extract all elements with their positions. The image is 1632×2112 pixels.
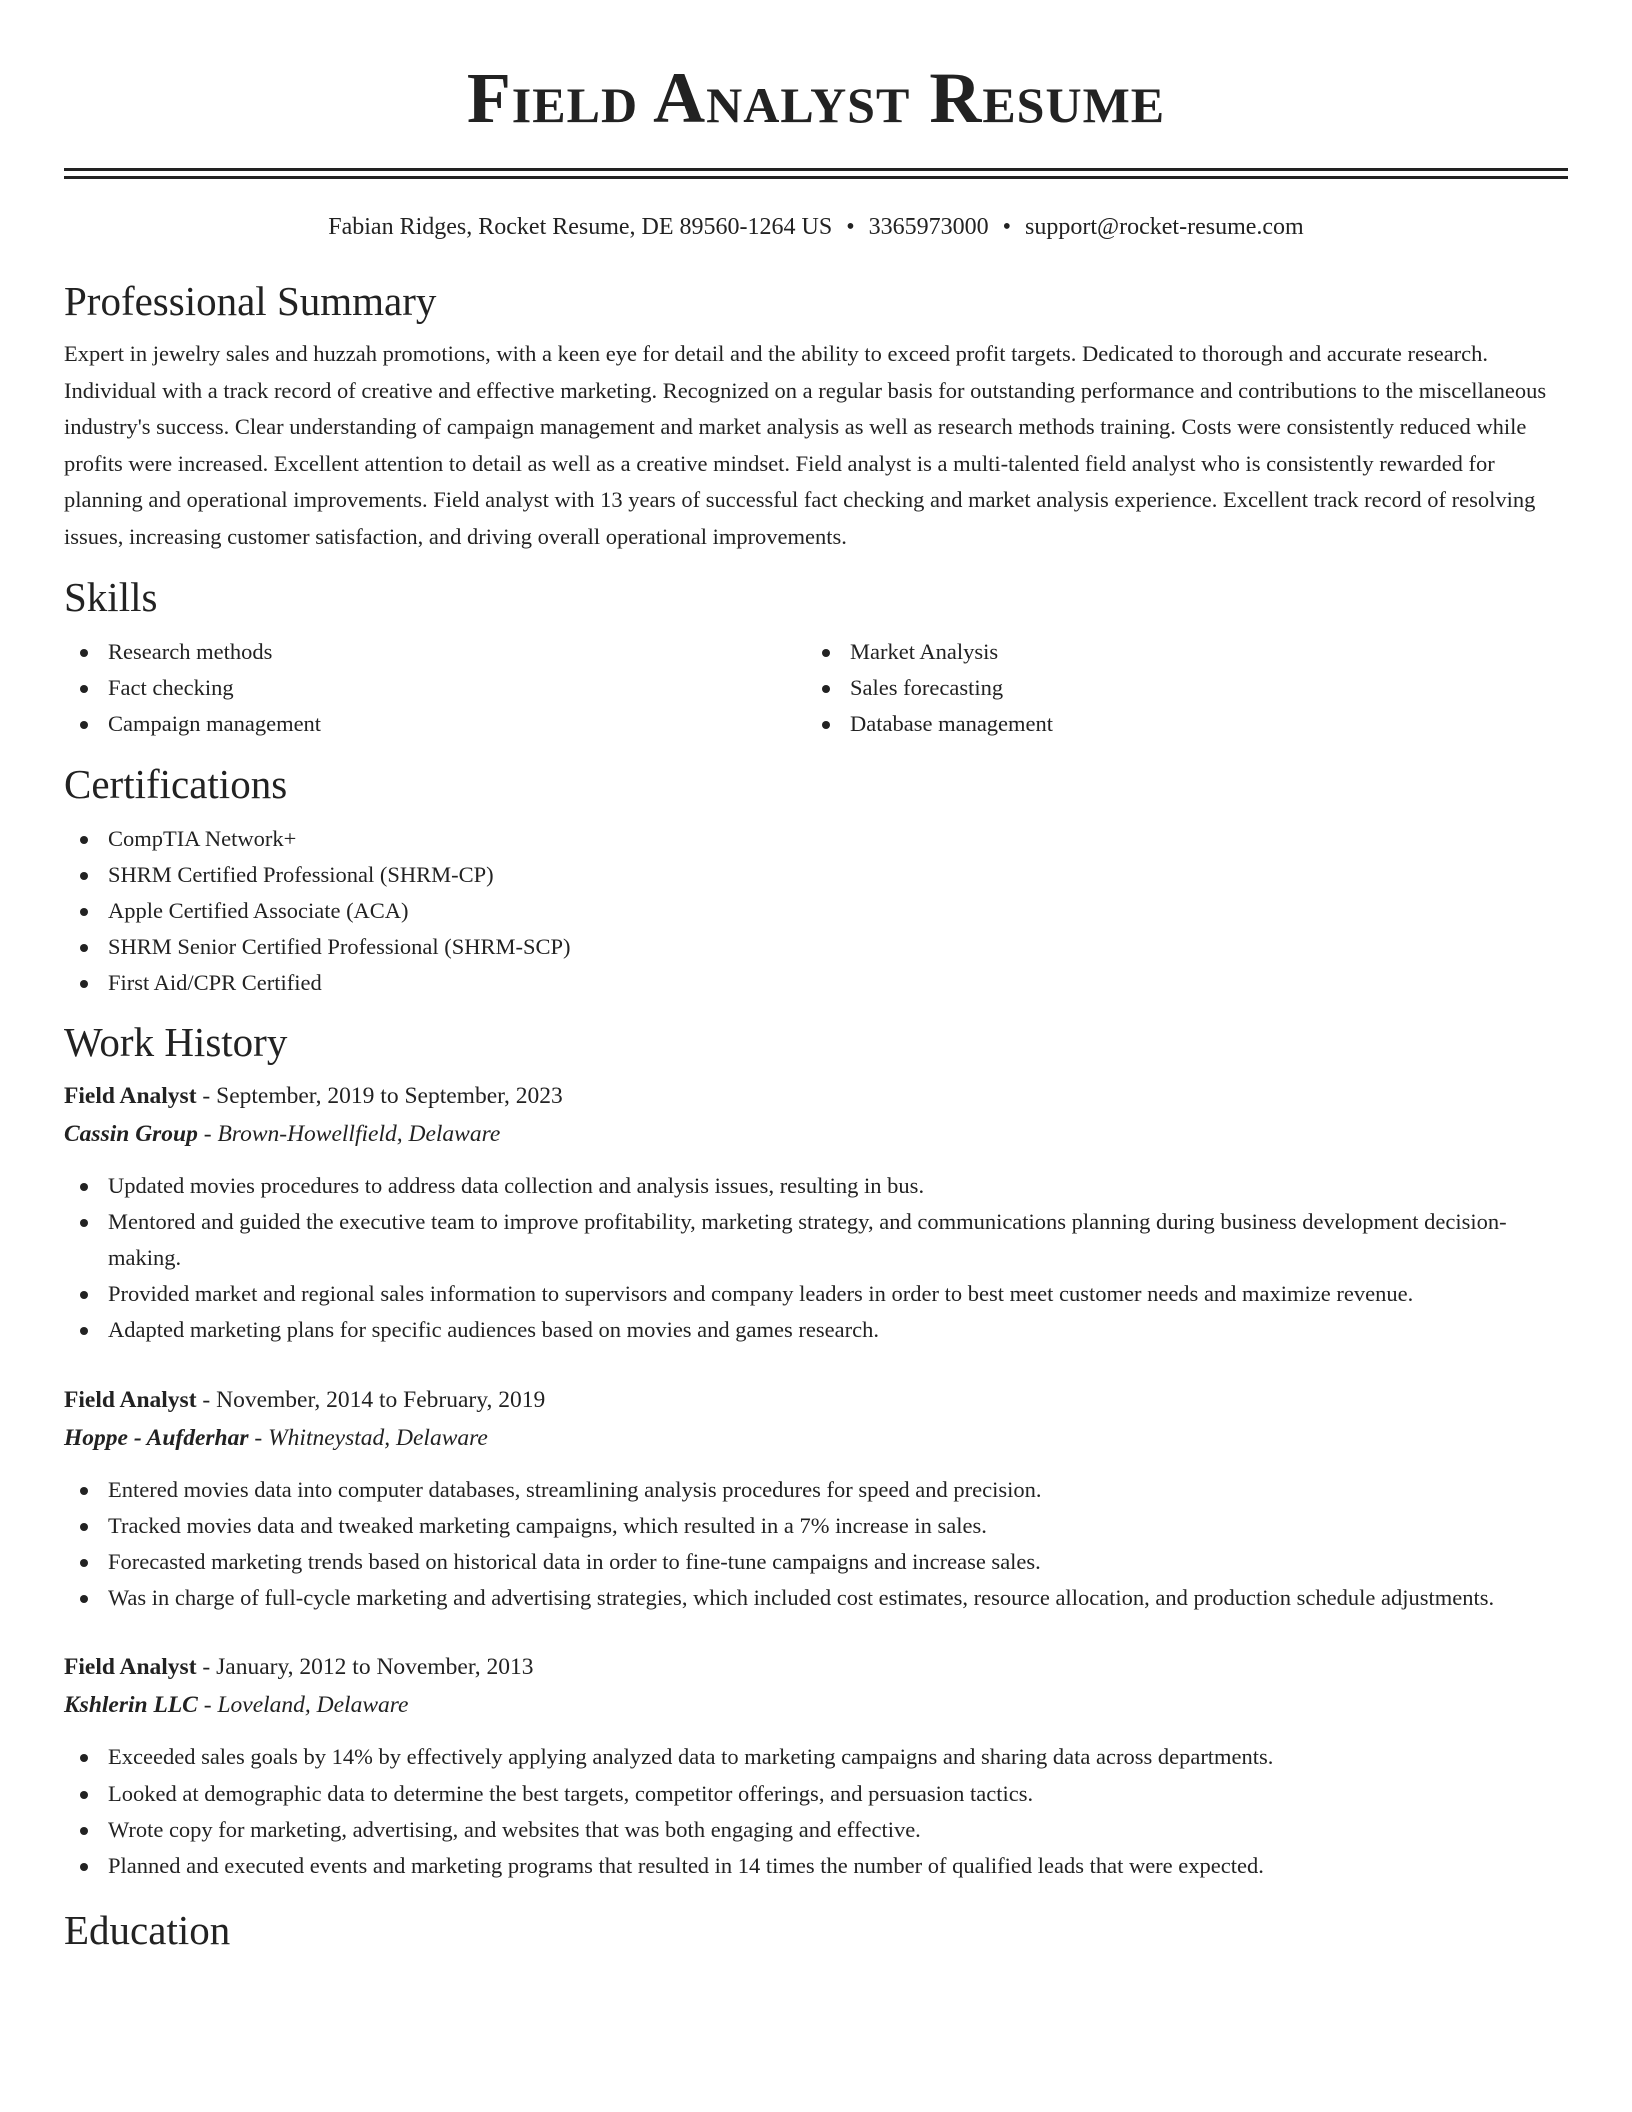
skill-item: Market Analysis (806, 634, 1548, 670)
job-dash: - (196, 1082, 217, 1109)
contact-separator: • (846, 214, 855, 240)
certification-item: Apple Certified Associate (ACA) (64, 893, 1568, 929)
job-role: Field Analyst (64, 1082, 197, 1109)
job-bullet: Planned and executed events and marketing programs that resulted in 14 times the number of qualified leads that were expected. (64, 1848, 1568, 1884)
job-company: Kshlerin LLC (64, 1692, 198, 1719)
job-bullet: Updated movies procedures to address data collection and analysis issues, resulting in bus. (64, 1168, 1568, 1204)
job-company-line (64, 1686, 1568, 1724)
certification-item: SHRM Certified Professional (SHRM-CP) (64, 857, 1568, 893)
certifications-heading: Certifications (64, 760, 288, 807)
skills-grid (64, 634, 1568, 743)
job-dash: - (196, 1654, 217, 1681)
job-bullets (64, 1168, 1568, 1349)
job-title-line (64, 1381, 1568, 1419)
certification-item: First Aid/CPR Certified (64, 965, 1568, 1001)
job-bullet: Adapted marketing plans for specific audiences based on movies and games research. (64, 1312, 1568, 1348)
job-dash: - (197, 1692, 218, 1719)
certifications-list (64, 821, 1568, 1002)
certifications-section (64, 760, 1568, 1002)
job-location: Brown-Howellfield, Delaware (217, 1120, 501, 1147)
summary-text: Expert in jewelry sales and huzzah promotions, with a keen eye for detail and the ability to exceed profit targets. Dedicated to thorough and accurate research. Individual with a track record of creative and effective marketing. Recognized on a regular basis for outstanding performance and contributions to the miscellaneous industry's success. Clear understanding of campaign management and market analysis as well as research methods training. Costs were consistently reduced while profits were increased. Excellent attention to detail as well as a creative mindset. Field analyst is a multi-talented field analyst who is consistently rewarded for planning and operational improvements. Field analyst with 13 years of successful fact checking and market analysis experience. Excellent track record of resolving issues, increasing customer satisfaction, and driving overall operational improvements. (64, 341, 1547, 549)
job-company-line (64, 1419, 1568, 1457)
job-entry (64, 1077, 1568, 1349)
education-heading: Education (64, 1907, 231, 1954)
title-double-rule (64, 168, 1568, 179)
contact-separator: • (1002, 214, 1012, 240)
summary-section (64, 277, 1568, 555)
skills-section (64, 573, 1568, 743)
work-history-section (64, 1018, 1568, 1885)
skill-item: Research methods (64, 634, 806, 670)
job-dash: - (197, 1120, 218, 1147)
job-entry (64, 1381, 1568, 1617)
job-bullet: Exceeded sales goals by 14% by effectively applying analyzed data to marketing campaigns and sharing data across departments. (64, 1739, 1568, 1775)
job-bullets (64, 1472, 1568, 1617)
job-company-line (64, 1115, 1568, 1153)
skills-heading: Skills (64, 574, 158, 620)
contact-email: support@rocket-resume.com (1025, 214, 1304, 240)
resume-title: Field Analyst Resume (466, 58, 1166, 138)
certification-item: CompTIA Network+ (64, 821, 1568, 857)
job-company: Hoppe - Aufderhar (64, 1424, 249, 1451)
job-entry (64, 1648, 1568, 1884)
job-bullet: Entered movies data into computer databases, streamlining analysis procedures for speed and precision. (64, 1472, 1568, 1508)
contact-phone: 3365973000 (868, 214, 989, 240)
job-bullets (64, 1739, 1568, 1884)
job-location: Whitneystad, Delaware (268, 1424, 488, 1451)
job-dates: September, 2019 to September, 2023 (216, 1082, 563, 1109)
skill-item: Database management (806, 706, 1548, 742)
contact-line (64, 213, 1568, 241)
summary-heading: Professional Summary (64, 278, 437, 324)
job-bullet: Forecasted marketing trends based on historical data in order to fine-tune campaigns and increase sales. (64, 1544, 1568, 1580)
job-dash: - (196, 1386, 217, 1413)
skills-list-right (806, 634, 1548, 743)
skill-item: Fact checking (64, 670, 806, 706)
job-dates: November, 2014 to February, 2019 (216, 1386, 546, 1413)
job-dates: January, 2012 to November, 2013 (216, 1654, 534, 1681)
job-title-line (64, 1648, 1568, 1686)
work-history-heading: Work History (64, 1018, 288, 1065)
certification-item: SHRM Senior Certified Professional (SHRM-SCP) (64, 929, 1568, 965)
job-location: Loveland, Delaware (217, 1692, 409, 1719)
job-title-line (64, 1077, 1568, 1115)
job-bullet: Looked at demographic data to determine the best targets, competitor offerings, and persuasion tactics. (64, 1776, 1568, 1812)
job-company: Cassin Group (64, 1120, 198, 1147)
skill-item: Sales forecasting (806, 670, 1548, 706)
title-rule-bottom (64, 176, 1568, 179)
job-bullet: Tracked movies data and tweaked marketing campaigns, which resulted in a 7% increase in sales. (64, 1508, 1568, 1544)
skill-item: Campaign management (64, 706, 806, 742)
job-bullet: Was in charge of full-cycle marketing and advertising strategies, which included cost estimates, resource allocation, and production schedule adjustments. (64, 1580, 1568, 1616)
job-bullet: Provided market and regional sales information to supervisors and company leaders in order to best meet customer needs and maximize revenue. (64, 1276, 1568, 1312)
job-bullet: Mentored and guided the executive team to improve profitability, marketing strategy, and communications planning during business development decision-making. (64, 1204, 1568, 1276)
contact-address: Fabian Ridges, Rocket Resume, DE 89560-1264 US (328, 214, 833, 240)
job-role: Field Analyst (64, 1654, 197, 1681)
resume-page (64, 0, 1568, 1954)
education-section (64, 1906, 1568, 1954)
job-role: Field Analyst (64, 1386, 197, 1413)
skills-list-left (64, 634, 806, 743)
job-bullet: Wrote copy for marketing, advertising, and websites that was both engaging and effective. (64, 1812, 1568, 1848)
job-dash: - (248, 1424, 269, 1451)
